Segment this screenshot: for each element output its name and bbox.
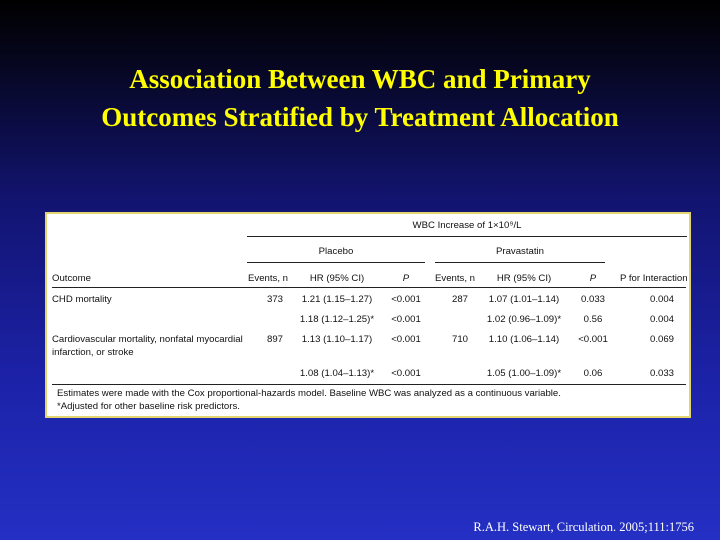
title-line-2: Outcomes Stratified by Treatment Allocation (101, 102, 619, 132)
table-cell: Cardiovascular mortality, nonfatal myocardial (52, 334, 243, 345)
col-header-p: P (589, 273, 597, 284)
table-cell: <0.001 (391, 314, 421, 325)
table-cell: 287 (451, 294, 468, 305)
slide-title (0, 60, 720, 136)
table-cell: 0.004 (649, 294, 674, 305)
table-cell: <0.001 (391, 294, 421, 305)
table-cell: CHD mortality (52, 294, 112, 305)
table-cell: <0.001 (391, 334, 421, 345)
divider (52, 287, 686, 288)
col-header-p: P (402, 273, 410, 284)
table-cell: 373 (266, 294, 283, 305)
table-cell: 1.05 (1.00–1.09)* (486, 368, 562, 379)
super-header: WBC Increase of 1×10⁹/L (412, 220, 522, 231)
table-cell: <0.001 (578, 334, 608, 345)
table-cell: 1.08 (1.04–1.13)* (299, 368, 375, 379)
divider (247, 236, 687, 237)
divider (52, 384, 686, 385)
title-line-1: Association Between WBC and Primary (129, 64, 591, 94)
table-cell: 710 (451, 334, 468, 345)
table-cell: 1.07 (1.01–1.14) (488, 294, 560, 305)
group-pravastatin: Pravastatin (496, 246, 544, 257)
table-cell: 897 (266, 334, 283, 345)
divider (247, 262, 425, 263)
table-cell: 0.004 (649, 314, 674, 325)
table-cell: 1.21 (1.15–1.27) (301, 294, 373, 305)
table-cell: 0.06 (583, 368, 603, 379)
col-header-events: Events, n (248, 273, 288, 284)
col-header-hr: HR (95% CI) (496, 273, 552, 284)
table-cell: 1.18 (1.12–1.25)* (299, 314, 375, 325)
table-footnote: Estimates were made with the Cox proportional-hazards model. Baseline WBC was analyzed as a continuous variable. (57, 388, 561, 399)
table-footnote: *Adjusted for other baseline risk predictors. (57, 401, 240, 412)
table-cell: 1.10 (1.06–1.14) (488, 334, 560, 345)
table-cell: 0.56 (583, 314, 603, 325)
col-header-p-interaction: P for Interaction (620, 273, 688, 284)
col-header-hr: HR (95% CI) (309, 273, 365, 284)
group-placebo: Placebo (318, 246, 354, 257)
table-cell: infarction, or stroke (52, 347, 134, 358)
table-cell: 0.069 (649, 334, 674, 345)
citation: R.A.H. Stewart, Circulation. 2005;111:1756 (473, 520, 694, 534)
table-cell: 1.02 (0.96–1.09)* (486, 314, 562, 325)
table-cell: 0.033 (580, 294, 605, 305)
table-panel (45, 212, 691, 418)
table-cell: 0.033 (649, 368, 674, 379)
col-header-outcome: Outcome (52, 273, 91, 284)
table-cell: <0.001 (391, 368, 421, 379)
col-header-events: Events, n (435, 273, 475, 284)
table-cell: 1.13 (1.10–1.17) (301, 334, 373, 345)
divider (435, 262, 605, 263)
